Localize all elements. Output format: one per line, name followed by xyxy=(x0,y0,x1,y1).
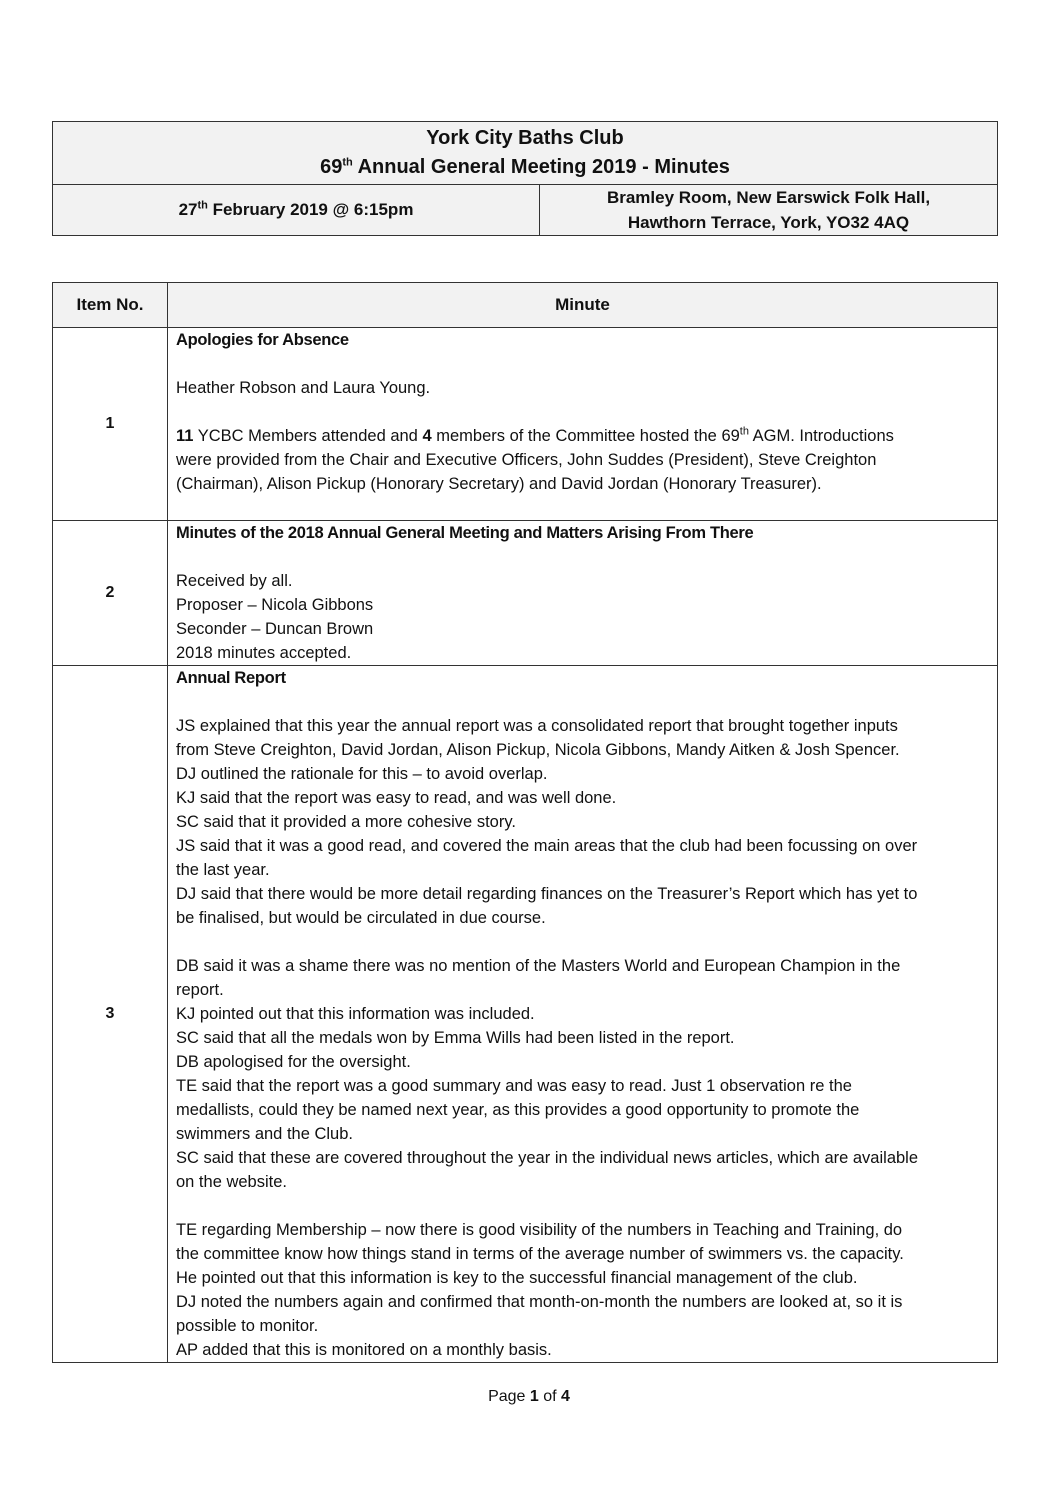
text-line: TE said that the report was a good summary and was easy to read. Just 1 observation re the xyxy=(176,1077,852,1095)
meeting-title: 69th Annual General Meeting 2019 - Minutes xyxy=(320,156,730,178)
header-table xyxy=(52,121,998,236)
text-line: He pointed out that this information is key to the successful financial management of the club. xyxy=(176,1269,858,1287)
item-title: Annual Report xyxy=(176,669,286,687)
text-line: SC said that these are covered throughout the year in the individual news articles, which are available xyxy=(176,1149,919,1167)
minute-body xyxy=(168,666,998,1363)
item-no-header: Item No. xyxy=(53,283,168,328)
text-line: DJ outlined the rationale for this – to avoid overlap. xyxy=(176,765,548,783)
text-line: TE regarding Membership – now there is good visibility of the numbers in Teaching and Training, do xyxy=(176,1221,903,1239)
meeting-title-cell xyxy=(53,122,998,185)
item-number: 3 xyxy=(53,666,168,1363)
text-line: be finalised, but would be circulated in due course. xyxy=(176,909,546,927)
text-line: Seconder – Duncan Brown xyxy=(176,620,374,638)
text-line: swimmers and the Club. xyxy=(176,1125,353,1143)
meeting-location xyxy=(540,185,998,236)
item-title: Minutes of the 2018 Annual General Meeting and Matters Arising From There xyxy=(176,524,754,542)
text-line: KJ said that the report was easy to read, and was well done. xyxy=(176,789,617,807)
text-line: AP added that this is monitored on a monthly basis. xyxy=(176,1341,552,1359)
text-line: the last year. xyxy=(176,861,270,879)
text-line: SC said that it provided a more cohesive story. xyxy=(176,813,516,831)
text-line: medallists, could they be named next year, as this provides a good opportunity to promote the xyxy=(176,1101,860,1119)
page-number: 1 xyxy=(529,1388,539,1405)
text-line: the committee know how things stand in terms of the average number of swimmers vs. the capacity. xyxy=(176,1245,904,1263)
text-line: DJ said that there would be more detail regarding finances on the Treasurer’s Report which has yet to xyxy=(176,885,918,903)
minute-body xyxy=(168,521,998,666)
text-line: were provided from the Chair and Executive Officers, John Suddes (President), Steve Creighton xyxy=(176,451,877,469)
text-line: possible to monitor. xyxy=(176,1317,319,1335)
text-line: DB apologised for the oversight. xyxy=(176,1053,411,1071)
item-number: 1 xyxy=(53,328,168,521)
meeting-date: 27th February 2019 @ 6:15pm xyxy=(53,185,540,236)
page-word: Page xyxy=(488,1388,530,1405)
text-line: report. xyxy=(176,981,224,999)
text-line: DB said it was a shame there was no mention of the Masters World and European Champion in the xyxy=(176,957,901,975)
minute-body xyxy=(168,328,998,521)
text-line: Received by all. xyxy=(176,572,293,590)
text-line: DJ noted the numbers again and confirmed that month-on-month the numbers are looked at, so it is xyxy=(176,1293,903,1311)
attendance-line: 11 YCBC Members attended and 4 members of the Committee hosted the 69th AGM. Introductions xyxy=(176,425,894,445)
text-line: KJ pointed out that this information was included. xyxy=(176,1005,535,1023)
item-number: 2 xyxy=(53,521,168,666)
table-row xyxy=(53,666,998,1363)
page-total: 4 xyxy=(561,1388,570,1405)
text-line: on the website. xyxy=(176,1173,287,1191)
text-line: 2018 minutes accepted. xyxy=(176,644,352,662)
text-line: JS explained that this year the annual report was a consolidated report that brought together inputs xyxy=(176,717,898,735)
page-footer xyxy=(0,1388,1058,1406)
of-word: of xyxy=(538,1388,562,1405)
org-name: York City Baths Club xyxy=(426,127,624,149)
text-line: (Chairman), Alison Pickup (Honorary Secretary) and David Jordan (Honorary Treasurer). xyxy=(176,475,822,493)
text-line: Proposer – Nicola Gibbons xyxy=(176,596,374,614)
text-line: from Steve Creighton, David Jordan, Alison Pickup, Nicola Gibbons, Mandy Aitken & Josh Spencer. xyxy=(176,741,900,759)
location-line-1: Bramley Room, New Earswick Folk Hall, xyxy=(606,188,931,207)
text-line: SC said that all the medals won by Emma Wills had been listed in the report. xyxy=(176,1029,735,1047)
minutes-table xyxy=(52,282,998,1363)
table-row xyxy=(53,521,998,666)
location-line-2: Hawthorn Terrace, York, YO32 4AQ xyxy=(627,213,910,232)
text-line: JS said that it was a good read, and covered the main areas that the club had been focussing on over xyxy=(176,837,918,855)
minutes-header-row xyxy=(53,283,998,328)
minute-header: Minute xyxy=(168,283,998,328)
table-row xyxy=(53,328,998,521)
item-title: Apologies for Absence xyxy=(176,331,349,349)
apologies-text: Heather Robson and Laura Young. xyxy=(176,379,431,397)
